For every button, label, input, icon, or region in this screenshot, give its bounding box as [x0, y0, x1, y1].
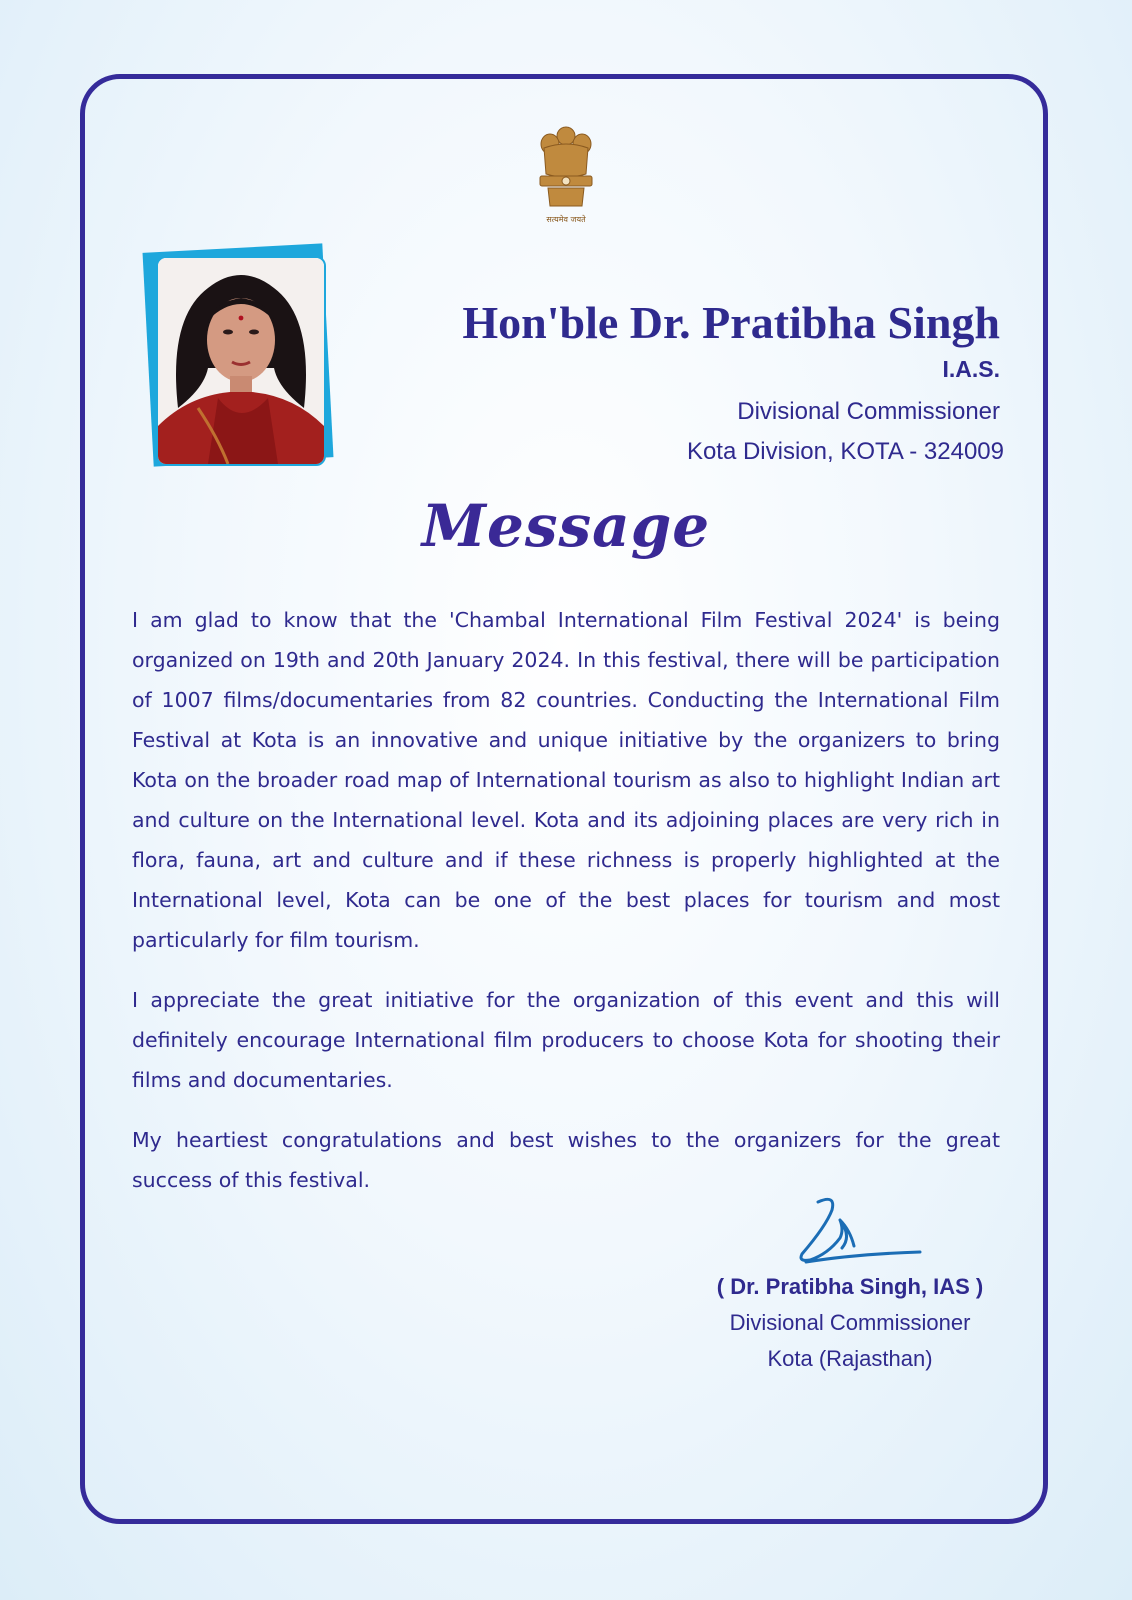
address-label: Kota Division, KOTA - 324009 — [686, 438, 1004, 465]
signatory-role: Divisional Commissioner — [729, 1310, 971, 1335]
portrait-icon — [158, 258, 324, 464]
portrait-photo — [148, 248, 336, 470]
handwritten-signature — [796, 1196, 926, 1268]
photo-frame — [156, 256, 326, 466]
paragraph: I appreciate the great initiative for the organization of this event and this will definitely encourage International film producers to choose Kota for shooting their films and documentaries. — [132, 988, 1000, 1092]
designation-label: Divisional Commissioner — [737, 398, 1000, 425]
signatory-name: ( Dr. Pratibha Singh, IAS ) — [716, 1274, 984, 1299]
qualification-label: I.A.S. — [942, 356, 1000, 382]
paragraph: My heartiest congratulations and best wishes to the organizers for the great success of this festival. — [132, 1128, 1000, 1192]
emblem-motto: सत्यमेव जयते — [546, 215, 586, 224]
national-emblem-icon — [530, 122, 602, 232]
message-heading: Message — [421, 492, 711, 560]
paragraph: I am glad to know that the 'Chambal International Film Festival 2024' is being organized on 19th and 20th January 2024. In this festival, there will be participation of 1007 films/documentaries from 82 countries. Conducting the International Film Festival at Kota is an innovative and unique initiative by the organizers to bring Kota on the broader road map of International tourism as also to highlight Indian art and culture on the International level. Kota and its adjoining places are very rich in flora, fauna, art and culture and if these richness is properly highlighted at the International level, Kota can be one of the best places for tourism and most particularly for film tourism. — [132, 608, 1000, 952]
message-body — [132, 600, 1000, 1220]
page-title: Hon'ble Dr. Pratibha Singh — [462, 297, 1000, 348]
signatory-place: Kota (Rajasthan) — [767, 1346, 933, 1371]
